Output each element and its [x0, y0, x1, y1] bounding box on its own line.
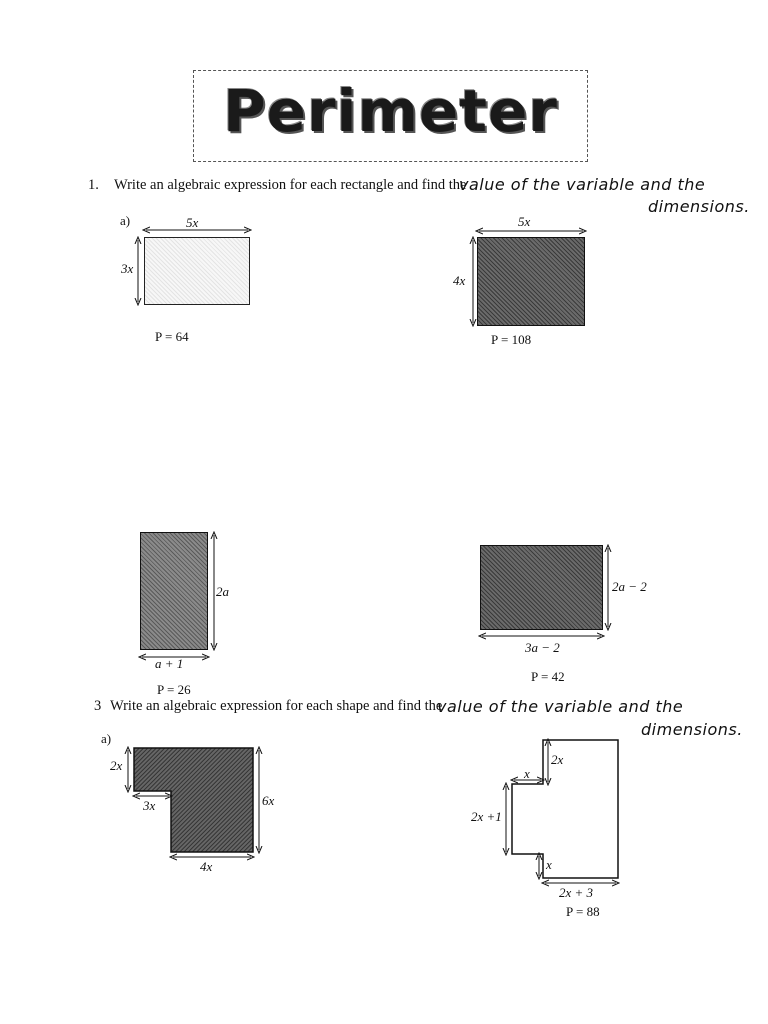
q1-part-a-label: a)	[120, 213, 131, 228]
rect4-bottom-label: 3a − 2	[525, 640, 560, 655]
c-top-label: 2x	[551, 752, 564, 767]
q3-part-a-label: a)	[101, 731, 112, 746]
q3-number: 3	[94, 698, 102, 714]
l-notch-label: 3x	[143, 798, 156, 813]
rect3-perimeter: P = 26	[157, 682, 191, 697]
rect4-perimeter: P = 42	[531, 669, 565, 684]
rect2-side-label: 4x	[453, 273, 466, 288]
q3-text: Write an algebraic expression for each shape and find the	[110, 698, 443, 714]
page-title: Perimeter	[223, 77, 558, 145]
rect1-side-label: 3x	[121, 261, 134, 276]
c-left-label: 2x +1	[471, 809, 502, 824]
q1-handwritten-1: value of the variable and the	[459, 175, 706, 194]
q1-text: Write an algebraic expression for each rectangle and find the	[114, 177, 467, 193]
rect2-perimeter: P = 108	[491, 332, 532, 347]
q3-handwritten-1: value of the variable and the	[437, 697, 684, 716]
l-right-label: 6x	[262, 793, 275, 808]
c-step-label: x	[524, 766, 530, 781]
rect4-side-label: 2a − 2	[612, 579, 647, 594]
c-shape	[512, 740, 618, 878]
l-top-left-label: 2x	[110, 758, 123, 773]
q3-handwritten-2: dimensions.	[641, 720, 743, 739]
rect2-top-label: 5x	[518, 214, 531, 229]
l-bottom-label: 4x	[200, 859, 213, 874]
q1-number: 1.	[88, 177, 99, 193]
c-bottom-label: 2x + 3	[559, 885, 594, 900]
rect3-side-label: 2a	[216, 584, 229, 599]
q1-handwritten-2: dimensions.	[648, 197, 750, 216]
rect1-perimeter: P = 64	[155, 329, 189, 344]
rect3-bottom-label: a + 1	[155, 656, 184, 671]
c-bottom-step-label: x	[546, 857, 552, 872]
c-perimeter: P = 88	[566, 904, 600, 919]
rect1-top-label: 5x	[186, 215, 199, 230]
